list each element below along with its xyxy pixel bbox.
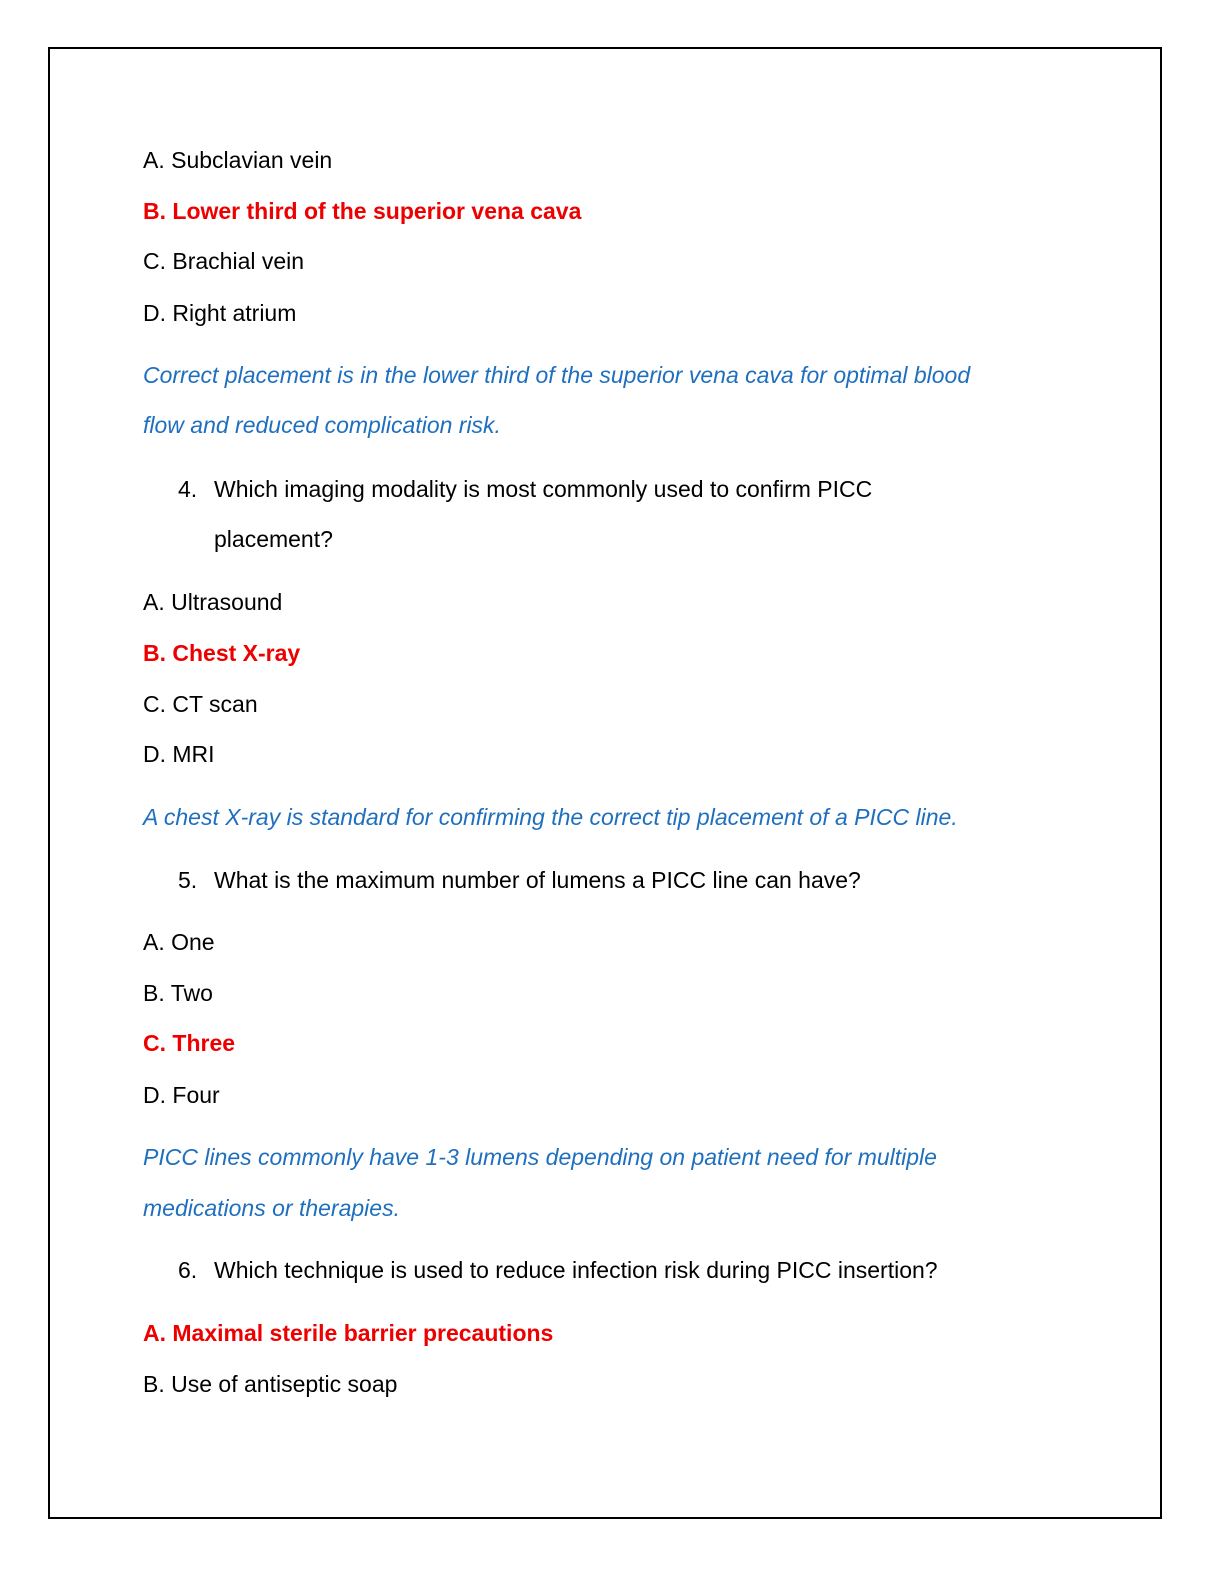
question-4-text-line2: placement? — [214, 526, 333, 552]
q6-option-a-correct: A. Maximal sterile barrier precautions — [143, 1320, 554, 1346]
q5-explanation-line2: medications or therapies. — [143, 1195, 400, 1221]
q3-option-c: C. Brachial vein — [143, 248, 305, 274]
q6-option-b: B. Use of antiseptic soap — [143, 1371, 398, 1397]
q5-option-a: A. One — [143, 929, 215, 955]
q4-option-c: C. CT scan — [143, 691, 258, 717]
q3-explanation-line2: flow and reduced complication risk. — [143, 412, 501, 438]
q4-option-b-correct: B. Chest X-ray — [143, 640, 301, 666]
question-4-text-line1: Which imaging modality is most commonly used to confirm PICC — [214, 476, 873, 502]
q5-option-c-correct: C. Three — [143, 1030, 236, 1056]
q3-option-b-correct: B. Lower third of the superior vena cava — [143, 198, 582, 224]
q5-option-d: D. Four — [143, 1082, 220, 1108]
q3-option-d: D. Right atrium — [143, 300, 297, 326]
q3-option-a: A. Subclavian vein — [143, 147, 333, 173]
q4-option-a: A. Ultrasound — [143, 589, 283, 615]
q4-explanation: A chest X-ray is standard for confirming the correct tip placement of a PICC line. — [143, 804, 958, 830]
question-4-number: 4. — [178, 476, 198, 502]
question-5 — [178, 865, 861, 895]
q4-option-d: D. MRI — [143, 741, 215, 767]
question-6 — [178, 1255, 938, 1285]
q5-option-b: B. Two — [143, 980, 213, 1006]
question-4 — [178, 474, 872, 504]
q5-explanation-line1: PICC lines commonly have 1-3 lumens depending on patient need for multiple — [143, 1144, 937, 1170]
q3-explanation-line1: Correct placement is in the lower third of the superior vena cava for optimal blood — [143, 362, 971, 388]
question-5-number: 5. — [178, 867, 198, 893]
question-5-text: What is the maximum number of lumens a PICC line can have? — [214, 867, 861, 893]
question-6-text: Which technique is used to reduce infection risk during PICC insertion? — [214, 1257, 938, 1283]
question-6-number: 6. — [178, 1257, 198, 1283]
